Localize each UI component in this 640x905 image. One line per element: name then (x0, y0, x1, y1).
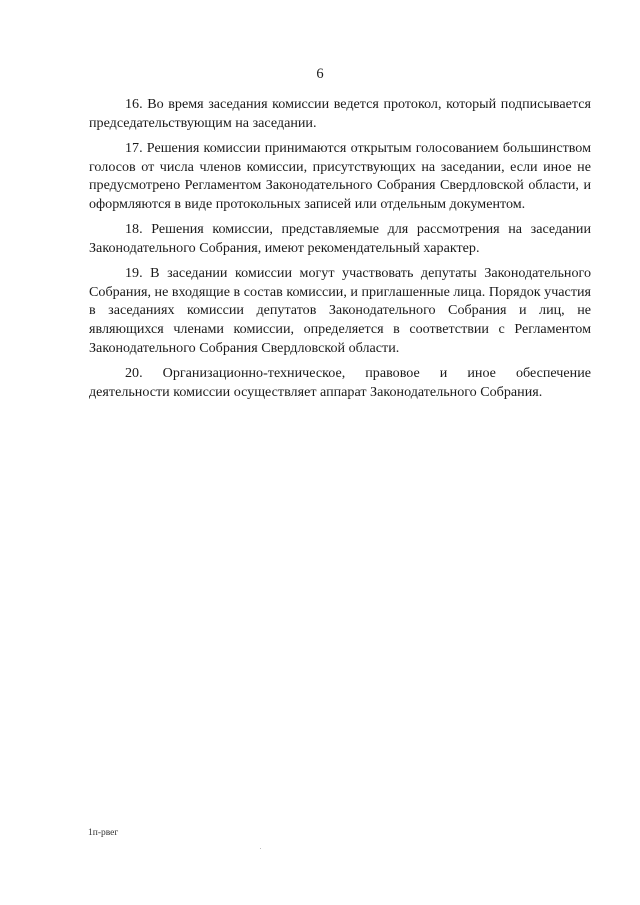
scan-speck (260, 848, 261, 849)
document-body (89, 95, 591, 408)
page-number: 6 (316, 66, 324, 82)
paragraph-19: 19. В заседании комиссии могут участвовать депутаты Законодательного Собрания, не входящие в состав комиссии, и приглашенные лица. Порядок участия в заседаниях комиссии депутатов Законодательного Собрания и лиц, не являющихся членами комиссии, определяется в соответствии с Регламентом Законодательного Собрания Свердловской области. (89, 265, 591, 356)
paragraph-20: 20. Организационно-техническое, правовое и иное обеспечение деятельности комиссии осуществляет аппарат Законодательного Собрания. (89, 364, 591, 400)
paragraph-18: 18. Решения комиссии, представляемые для рассмотрения на заседании Законодательного Собрания, имеют рекомендательный характер. (89, 221, 591, 256)
footer-document-code: 1п-рвег (88, 828, 119, 838)
paragraph-17: 17. Решения комиссии принимаются открытым голосованием большинством голосов от числа членов комиссии, присутствующих на заседании, если иное не предусмотрено Регламентом Законодательного Собрания Свердловской области, и оформляются в виде протокольных записей или отдельным документом. (89, 139, 591, 212)
paragraph-16: 16. Во время заседания комиссии ведется протокол, который подписывается председательствующим на заседании. (89, 96, 591, 131)
